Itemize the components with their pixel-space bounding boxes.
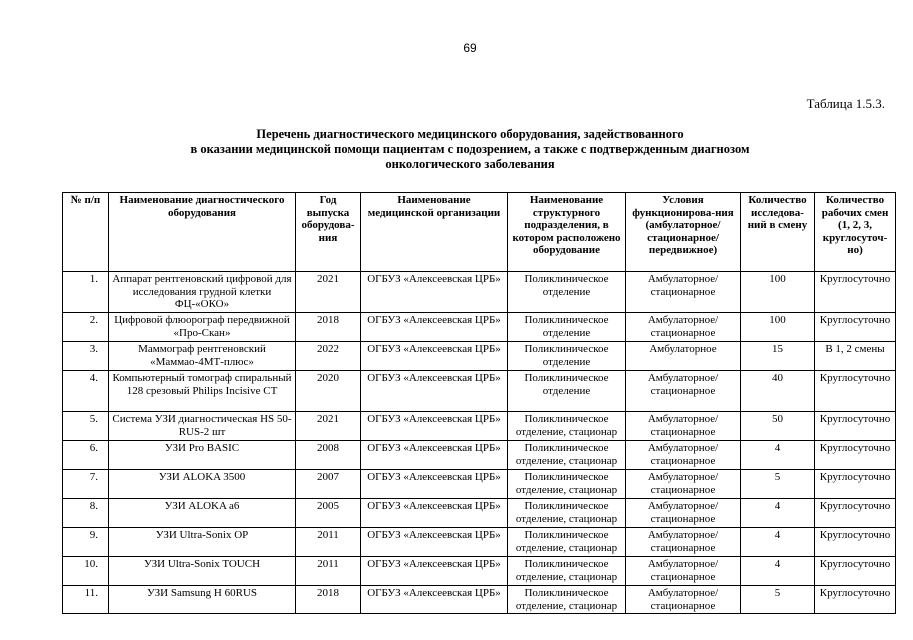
year-cell: 2007 bbox=[296, 470, 361, 499]
unit-cell: Поликлиническое отделение bbox=[508, 342, 626, 371]
header-shifts: Количество рабочих смен (1, 2, 3, круглосуточ-но) bbox=[815, 193, 896, 272]
shifts-cell: Круглосуточно bbox=[815, 371, 896, 412]
shifts-cell: Круглосуточно bbox=[815, 441, 896, 470]
equipment-name: УЗИ ALOKA a6 bbox=[109, 499, 296, 528]
year-cell: 2011 bbox=[296, 528, 361, 557]
year-cell: 2022 bbox=[296, 342, 361, 371]
table-row bbox=[63, 342, 896, 371]
table-row bbox=[63, 412, 896, 441]
unit-cell: Поликлиническое отделение, стационар bbox=[508, 586, 626, 614]
equipment-name: Цифровой флюорограф передвижной «Про-Скан» bbox=[109, 313, 296, 342]
count-cell: 40 bbox=[741, 371, 815, 412]
count-cell: 4 bbox=[741, 557, 815, 586]
count-cell: 5 bbox=[741, 470, 815, 499]
header-num: № п/п bbox=[63, 193, 109, 272]
table-row bbox=[63, 499, 896, 528]
conditions-cell: Амбулаторное/ стационарное bbox=[626, 371, 741, 412]
year-cell: 2005 bbox=[296, 499, 361, 528]
conditions-cell: Амбулаторное/ стационарное bbox=[626, 313, 741, 342]
header-organization: Наименование медицинской организации bbox=[361, 193, 508, 272]
row-num: 3. bbox=[63, 342, 109, 371]
shifts-cell: Круглосуточно bbox=[815, 528, 896, 557]
year-cell: 2018 bbox=[296, 586, 361, 614]
title-line-2: в оказании медицинской помощи пациентам с подозрением, а также с подтвержденным диагнозом bbox=[190, 142, 750, 156]
unit-cell: Поликлиническое отделение, стационар bbox=[508, 412, 626, 441]
unit-cell: Поликлиническое отделение bbox=[508, 272, 626, 313]
title-line-1: Перечень диагностического медицинского оборудования, задействованного bbox=[256, 127, 684, 141]
conditions-cell: Амбулаторное/ стационарное bbox=[626, 272, 741, 313]
year-cell: 2020 bbox=[296, 371, 361, 412]
table-row bbox=[63, 272, 896, 313]
unit-cell: Поликлиническое отделение, стационар bbox=[508, 528, 626, 557]
count-cell: 15 bbox=[741, 342, 815, 371]
table-row bbox=[63, 557, 896, 586]
count-cell: 4 bbox=[741, 499, 815, 528]
table-row bbox=[63, 586, 896, 614]
header-unit: Наименование структурного подразделения, в котором расположено оборудование bbox=[508, 193, 626, 272]
organization-cell: ОГБУЗ «Алексеевская ЦРБ» bbox=[361, 313, 508, 342]
count-cell: 100 bbox=[741, 313, 815, 342]
count-cell: 100 bbox=[741, 272, 815, 313]
table-row bbox=[63, 528, 896, 557]
unit-cell: Поликлиническое отделение, стационар bbox=[508, 441, 626, 470]
unit-cell: Поликлиническое отделение, стационар bbox=[508, 499, 626, 528]
count-cell: 5 bbox=[741, 586, 815, 614]
equipment-name: Маммограф рентгеновский «Маммао-4МТ-плюс» bbox=[109, 342, 296, 371]
organization-cell: ОГБУЗ «Алексеевская ЦРБ» bbox=[361, 557, 508, 586]
year-cell: 2021 bbox=[296, 272, 361, 313]
unit-cell: Поликлиническое отделение bbox=[508, 313, 626, 342]
table-row bbox=[63, 470, 896, 499]
row-num: 2. bbox=[63, 313, 109, 342]
shifts-cell: Круглосуточно bbox=[815, 499, 896, 528]
equipment-name: Система УЗИ диагностическая HS 50-RUS-2 шт bbox=[109, 412, 296, 441]
document-title bbox=[0, 127, 913, 172]
organization-cell: ОГБУЗ «Алексеевская ЦРБ» bbox=[361, 272, 508, 313]
organization-cell: ОГБУЗ «Алексеевская ЦРБ» bbox=[361, 371, 508, 412]
count-cell: 50 bbox=[741, 412, 815, 441]
count-cell: 4 bbox=[741, 528, 815, 557]
row-num: 6. bbox=[63, 441, 109, 470]
row-num: 11. bbox=[63, 586, 109, 614]
equipment-name: УЗИ Ultra-Sonix OP bbox=[109, 528, 296, 557]
unit-cell: Поликлиническое отделение bbox=[508, 371, 626, 412]
organization-cell: ОГБУЗ «Алексеевская ЦРБ» bbox=[361, 342, 508, 371]
shifts-cell: Круглосуточно bbox=[815, 557, 896, 586]
shifts-cell: В 1, 2 смены bbox=[815, 342, 896, 371]
unit-cell: Поликлиническое отделение, стационар bbox=[508, 557, 626, 586]
conditions-cell: Амбулаторное/ стационарное bbox=[626, 412, 741, 441]
year-cell: 2008 bbox=[296, 441, 361, 470]
title-line-3: онкологического заболевания bbox=[385, 157, 555, 171]
row-num: 10. bbox=[63, 557, 109, 586]
row-num: 1. bbox=[63, 272, 109, 313]
conditions-cell: Амбулаторное/ стационарное bbox=[626, 441, 741, 470]
page-number: 69 bbox=[463, 41, 477, 55]
equipment-name: Аппарат рентгеновский цифровой для исследования грудной клетки ФЦ-«ОКО» bbox=[109, 272, 296, 313]
year-cell: 2018 bbox=[296, 313, 361, 342]
row-num: 8. bbox=[63, 499, 109, 528]
header-year: Год выпуска оборудова-ния bbox=[296, 193, 361, 272]
shifts-cell: Круглосуточно bbox=[815, 412, 896, 441]
equipment-table bbox=[62, 192, 896, 614]
conditions-cell: Амбулаторное/ стационарное bbox=[626, 557, 741, 586]
shifts-cell: Круглосуточно bbox=[815, 470, 896, 499]
conditions-cell: Амбулаторное/ стационарное bbox=[626, 528, 741, 557]
table-header-row bbox=[63, 193, 896, 272]
organization-cell: ОГБУЗ «Алексеевская ЦРБ» bbox=[361, 528, 508, 557]
table-row bbox=[63, 313, 896, 342]
row-num: 4. bbox=[63, 371, 109, 412]
conditions-cell: Амбулаторное/ стационарное bbox=[626, 499, 741, 528]
equipment-name: УЗИ Samsung H 60RUS bbox=[109, 586, 296, 614]
header-equipment: Наименование диагностического оборудования bbox=[109, 193, 296, 272]
equipment-name: УЗИ ALOKA 3500 bbox=[109, 470, 296, 499]
header-count: Количество исследова-ний в смену bbox=[741, 193, 815, 272]
count-cell: 4 bbox=[741, 441, 815, 470]
organization-cell: ОГБУЗ «Алексеевская ЦРБ» bbox=[361, 499, 508, 528]
row-num: 9. bbox=[63, 528, 109, 557]
shifts-cell: Круглосуточно bbox=[815, 586, 896, 614]
year-cell: 2011 bbox=[296, 557, 361, 586]
equipment-name: Компьютерный томограф спиральный 128 срезовый Philips Incisive CT bbox=[109, 371, 296, 412]
equipment-name: УЗИ Pro BASIC bbox=[109, 441, 296, 470]
conditions-cell: Амбулаторное bbox=[626, 342, 741, 371]
row-num: 5. bbox=[63, 412, 109, 441]
shifts-cell: Круглосуточно bbox=[815, 313, 896, 342]
conditions-cell: Амбулаторное/ стационарное bbox=[626, 586, 741, 614]
organization-cell: ОГБУЗ «Алексеевская ЦРБ» bbox=[361, 586, 508, 614]
row-num: 7. bbox=[63, 470, 109, 499]
unit-cell: Поликлиническое отделение, стационар bbox=[508, 470, 626, 499]
table-caption: Таблица 1.5.3. bbox=[806, 96, 885, 111]
equipment-name: УЗИ Ultra-Sonix TOUCH bbox=[109, 557, 296, 586]
organization-cell: ОГБУЗ «Алексеевская ЦРБ» bbox=[361, 470, 508, 499]
conditions-cell: Амбулаторное/ стационарное bbox=[626, 470, 741, 499]
table-row bbox=[63, 441, 896, 470]
shifts-cell: Круглосуточно bbox=[815, 272, 896, 313]
header-conditions: Условия функционирова-ния (амбулаторное/ стационарное/ передвижное) bbox=[626, 193, 741, 272]
organization-cell: ОГБУЗ «Алексеевская ЦРБ» bbox=[361, 441, 508, 470]
year-cell: 2021 bbox=[296, 412, 361, 441]
organization-cell: ОГБУЗ «Алексеевская ЦРБ» bbox=[361, 412, 508, 441]
table-row bbox=[63, 371, 896, 412]
